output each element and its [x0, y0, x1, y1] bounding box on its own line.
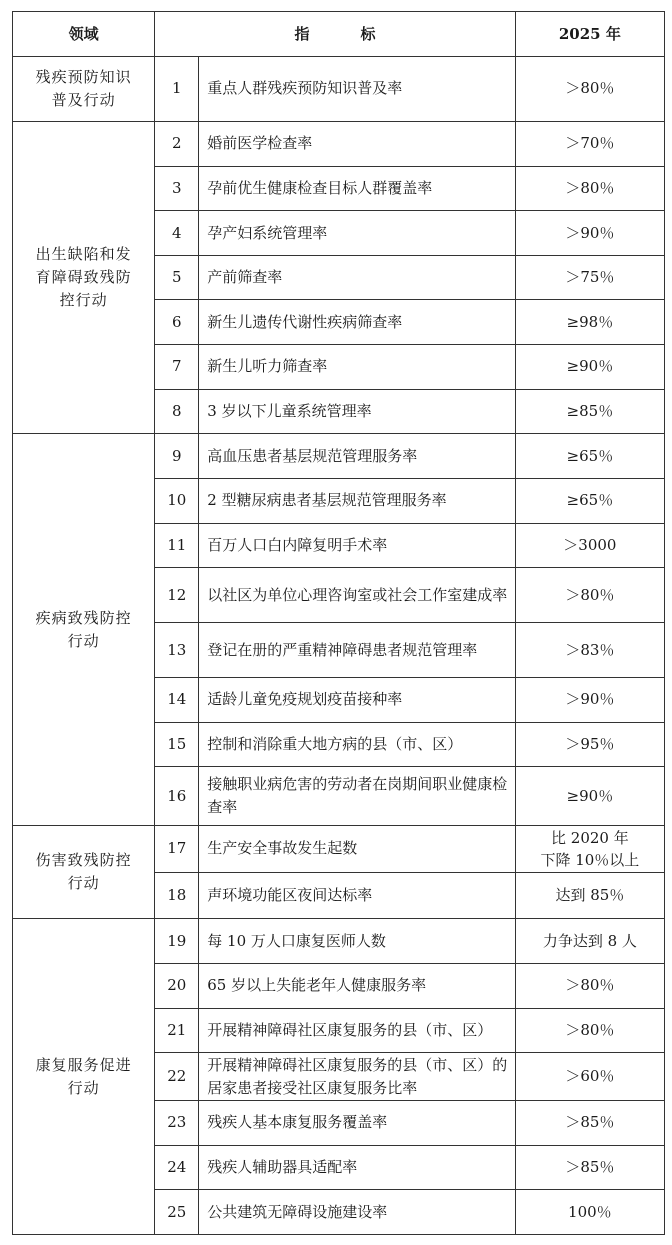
- target-cell: ≥65％: [515, 434, 664, 479]
- row-number: 5: [155, 255, 199, 300]
- domain-label: 伤害致残防控行动: [35, 851, 132, 893]
- target-cell: [515, 826, 664, 873]
- table-row: [13, 826, 665, 873]
- target-cell: ＞95％: [515, 722, 664, 767]
- row-number: 17: [155, 826, 199, 873]
- target-cell: 达到 85％: [515, 872, 664, 919]
- row-number: 22: [155, 1053, 199, 1101]
- header-row: [13, 12, 665, 57]
- row-number: 21: [155, 1008, 199, 1053]
- row-number: 3: [155, 166, 199, 211]
- indicator-table: [12, 11, 665, 1235]
- target-cell: ＞85％: [515, 1145, 664, 1190]
- target-cell: ＞90％: [515, 677, 664, 722]
- row-number: 7: [155, 345, 199, 390]
- row-number: 4: [155, 211, 199, 256]
- target-cell: ＞80％: [515, 166, 664, 211]
- target-line-1: 比 2020 年: [551, 828, 629, 847]
- target-cell: ＞80％: [515, 568, 664, 623]
- header-target: 2025 年: [515, 12, 664, 57]
- row-number: 11: [155, 523, 199, 568]
- indicator-cell: 3 岁以下儿童系统管理率: [199, 389, 515, 434]
- indicator-cell: 接触职业病危害的劳动者在岗期间职业健康检查率: [199, 767, 515, 826]
- row-number: 15: [155, 722, 199, 767]
- row-number: 12: [155, 568, 199, 623]
- indicator-cell: 新生儿遗传代谢性疾病筛查率: [199, 300, 515, 345]
- row-number: 9: [155, 434, 199, 479]
- table-row: [13, 121, 665, 166]
- indicator-cell: 高血压患者基层规范管理服务率: [199, 434, 515, 479]
- row-number: 24: [155, 1145, 199, 1190]
- domain-label: 康复服务促进行动: [35, 1055, 132, 1097]
- target-cell: ≥90％: [515, 345, 664, 390]
- header-domain: 领域: [13, 12, 155, 57]
- domain-cell: [13, 57, 155, 122]
- indicator-cell: 以社区为单位心理咨询室或社会工作室建成率: [199, 568, 515, 623]
- domain-label: 疾病致残防控行动: [35, 608, 132, 650]
- domain-label: 出生缺陷和发育障碍致残防控行动: [35, 245, 132, 310]
- target-cell: ＞60％: [515, 1053, 664, 1101]
- indicator-cell: 开展精神障碍社区康复服务的县（市、区）: [199, 1008, 515, 1053]
- target-line-2: 下降 10％以上: [540, 850, 640, 869]
- indicator-cell: 适龄儿童免疫规划疫苗接种率: [199, 677, 515, 722]
- table-row: [13, 434, 665, 479]
- row-number: 16: [155, 767, 199, 826]
- row-number: 8: [155, 389, 199, 434]
- target-cell: ＞85％: [515, 1100, 664, 1145]
- indicator-cell: 每 10 万人口康复医师人数: [199, 919, 515, 964]
- target-cell: ≥85％: [515, 389, 664, 434]
- domain-cell: [13, 919, 155, 1235]
- domain-cell: [13, 434, 155, 826]
- indicator-cell: 重点人群残疾预防知识普及率: [199, 57, 515, 122]
- row-number: 14: [155, 677, 199, 722]
- table-row: [13, 57, 665, 122]
- target-cell: ≥65％: [515, 479, 664, 524]
- target-cell: ＞90％: [515, 211, 664, 256]
- indicator-cell: 65 岁以上失能老年人健康服务率: [199, 964, 515, 1009]
- domain-cell: [13, 121, 155, 433]
- indicator-cell: 孕产妇系统管理率: [199, 211, 515, 256]
- indicator-cell: 婚前医学检查率: [199, 121, 515, 166]
- row-number: 19: [155, 919, 199, 964]
- target-cell: ＞80％: [515, 1008, 664, 1053]
- indicator-cell: 登记在册的严重精神障碍患者规范管理率: [199, 623, 515, 678]
- indicator-cell: 生产安全事故发生起数: [199, 826, 515, 873]
- indicator-cell: 2 型糖尿病患者基层规范管理服务率: [199, 479, 515, 524]
- indicator-cell: 产前筛查率: [199, 255, 515, 300]
- indicator-cell: 公共建筑无障碍设施建设率: [199, 1190, 515, 1235]
- row-number: 25: [155, 1190, 199, 1235]
- indicator-cell: 残疾人辅助器具适配率: [199, 1145, 515, 1190]
- target-cell: ≥98％: [515, 300, 664, 345]
- domain-label: 残疾预防知识普及行动: [35, 67, 132, 109]
- target-cell: ＞3000: [515, 523, 664, 568]
- indicator-cell: 声环境功能区夜间达标率: [199, 872, 515, 919]
- indicator-cell: 残疾人基本康复服务覆盖率: [199, 1100, 515, 1145]
- target-cell: ＞80％: [515, 964, 664, 1009]
- domain-cell: [13, 826, 155, 919]
- table-row: [13, 919, 665, 964]
- row-number: 6: [155, 300, 199, 345]
- row-number: 2: [155, 121, 199, 166]
- indicator-cell: 新生儿听力筛查率: [199, 345, 515, 390]
- row-number: 20: [155, 964, 199, 1009]
- row-number: 13: [155, 623, 199, 678]
- indicator-cell: 控制和消除重大地方病的县（市、区）: [199, 722, 515, 767]
- target-cell: 力争达到 8 人: [515, 919, 664, 964]
- indicator-cell: 百万人口白内障复明手术率: [199, 523, 515, 568]
- target-cell: ＞83％: [515, 623, 664, 678]
- row-number: 23: [155, 1100, 199, 1145]
- indicator-cell: 孕前优生健康检查目标人群覆盖率: [199, 166, 515, 211]
- target-cell: ≥90％: [515, 767, 664, 826]
- row-number: 1: [155, 57, 199, 122]
- indicator-cell: 开展精神障碍社区康复服务的县（市、区）的居家患者接受社区康复服务比率: [199, 1053, 515, 1101]
- row-number: 18: [155, 872, 199, 919]
- header-indicator: 指 标: [155, 12, 516, 57]
- target-cell: 100％: [515, 1190, 664, 1235]
- row-number: 10: [155, 479, 199, 524]
- target-cell: ＞80％: [515, 57, 664, 122]
- target-cell: ＞75％: [515, 255, 664, 300]
- target-cell: ＞70％: [515, 121, 664, 166]
